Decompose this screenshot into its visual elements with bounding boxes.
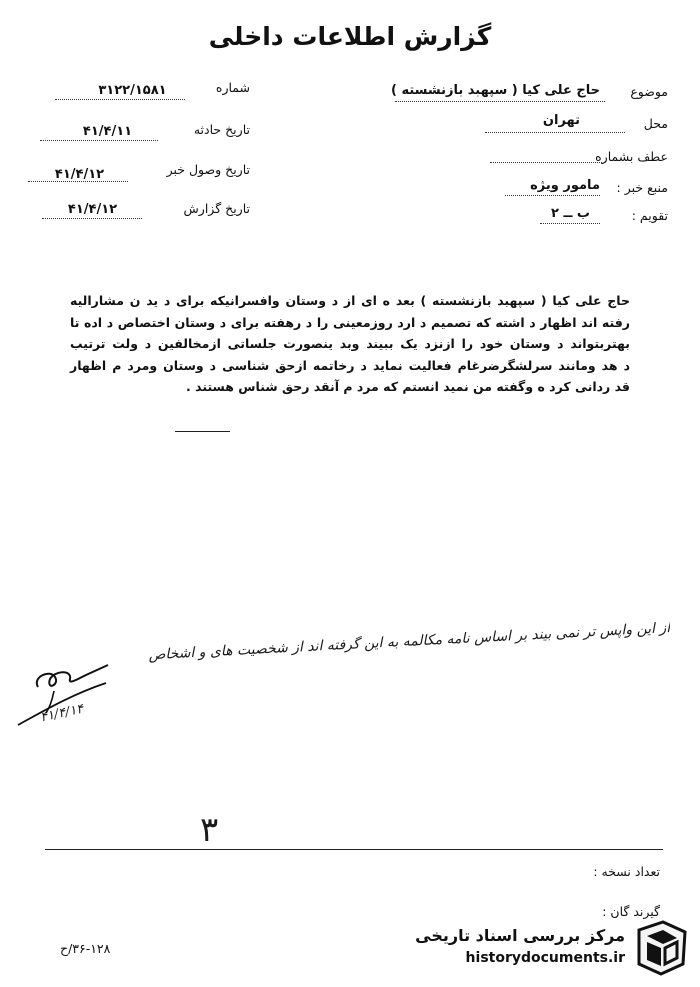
copies-label: تعداد نسخه : [593,864,660,879]
received-date-value: ۴۱/۴/۱۲ [54,167,105,182]
location-dots [485,132,625,133]
received-date-dots [28,181,128,182]
watermark-name: مرکز بررسی اسناد تاریخی [415,926,625,945]
body-line: رفته اند اظهار د اشته که تصمیم د ارد روزمعینی را د رهفته برای د وستان اختصاص د اده تا [70,314,630,330]
body-end-line [175,431,230,432]
reference-dots [490,162,602,163]
watermark-site: historydocuments.ir [465,950,625,966]
report-date-label: تاریخ گزارش [183,201,250,216]
archive-watermark [405,918,695,980]
number-dots [55,99,185,100]
signature [10,655,120,735]
number-label: شماره [215,80,250,95]
recipients-label: گیرند گان : [602,904,660,919]
report-date-value: ۴۱/۴/۱۲ [67,202,118,217]
body-line: بهتربتواند د وستان خود را ازنزد یک ببیند وبد ینصورت جلساتی ازمخالفین د ولت ترتیب [70,336,630,351]
report-date-dots [42,218,142,219]
subject-label: موضوع [630,84,668,99]
location-label: محل [643,116,668,131]
handwritten-date: ۴۱/۴/۱۴ [38,701,85,726]
calendar-dots [540,223,600,224]
body-line: حاج علی کیا ( سپهبد بازنشسته ) بعد ه ای از د وستان وافسرانیکه برای د ید ن مشارالیه [70,293,630,308]
incident-date-value: ۴۱/۴/۱۱ [82,124,133,139]
source-value: مامور ویژه [530,178,600,193]
calendar-label: تقویم : [631,208,668,223]
report-title: گزارش اطلاعات داخلی [208,22,492,51]
received-date-label: تاریخ وصول خبر [166,162,250,177]
footer-rule [45,849,663,850]
handwritten-mark: ۳ [200,810,219,850]
calendar-value: ب ــ ۲ [551,206,590,221]
archive-logo-icon [633,918,691,978]
subject-value: حاج علی کیا ( سپهبد بازنشسته ) [390,83,600,98]
body-line: د هد ومانند سرلشگرضرغام فعالیت نماید د رخاتمه ازحق شناسی د وستان ومرد م اظهار [70,357,630,373]
incident-date-label: تاریخ حادثه [193,122,250,137]
source-dots [505,195,600,196]
reference-label: عطف بشماره [595,149,668,164]
form-code: ۳۶-۱۲۸/ح [60,941,111,956]
location-value: تهران [542,113,580,128]
body-line: قد ردانی کرد ه وگفته من نمید انستم که مرد م آنقد رحق شناس هستند . [186,379,630,394]
number-value: ۳۱۲۲/۱۵۸۱ [98,83,167,98]
handwritten-note: از این واپس تر نمی بیند بر اساس نامه مکالمه به این گرفته اند از شخصیت های و اشخاص [148,620,671,664]
incident-date-dots [40,140,158,141]
source-label: منبع خبر : [616,180,668,195]
report-body [70,290,630,398]
subject-dots [395,101,605,102]
